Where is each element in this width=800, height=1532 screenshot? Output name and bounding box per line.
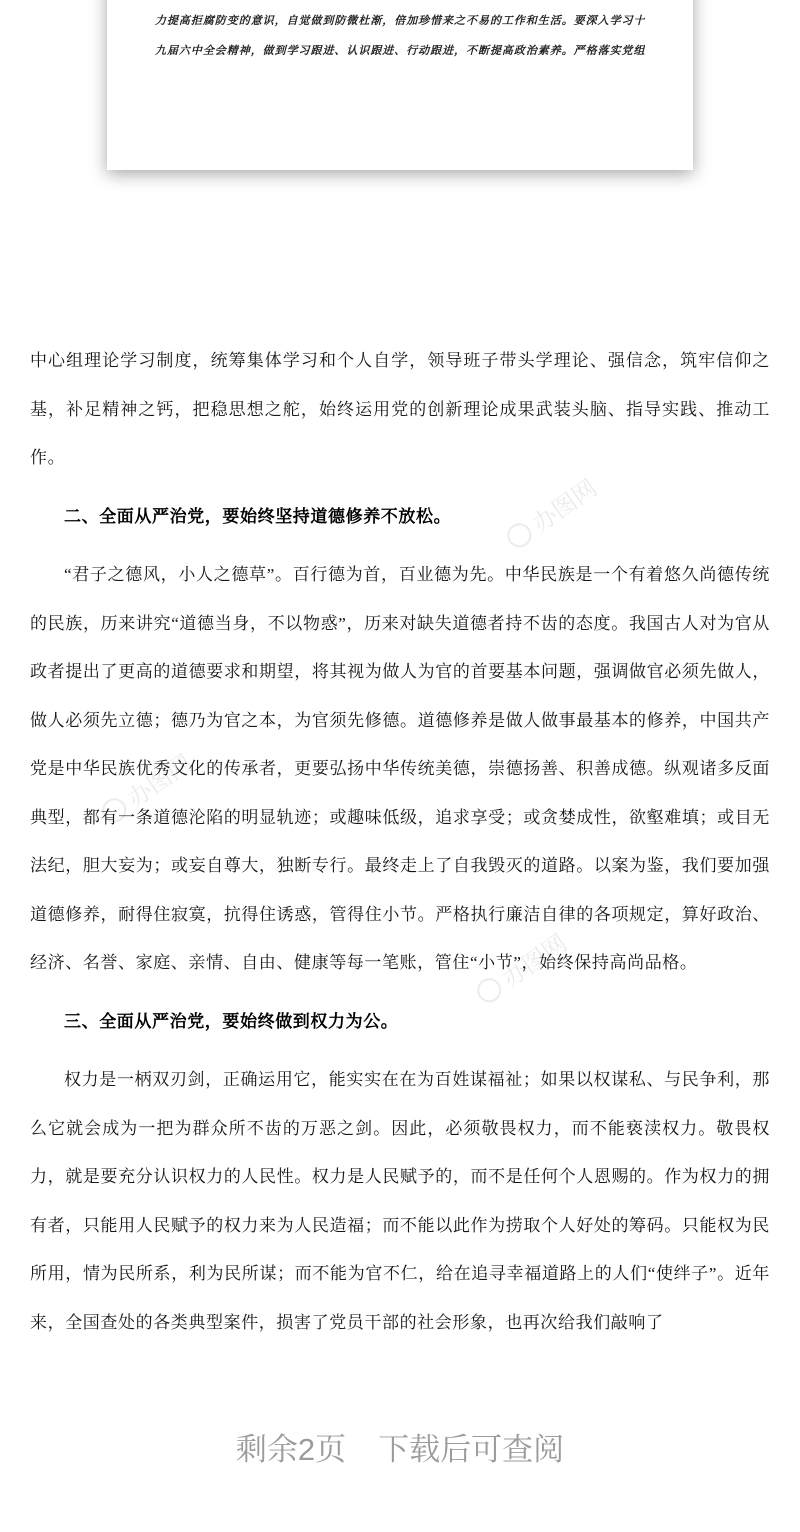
heading-section-2: 二、全面从严治党，要始终坚持道德修养不放松。 <box>64 506 452 526</box>
previous-page-line: 力提高拒腐防变的意识，自觉做到防微杜渐，倍加珍惜来之不易的工作和生活。要深入学习十 <box>155 15 645 27</box>
previous-page-line: 九届六中全会精神，做到学习跟进、认识跟进、行动跟进，不断提高政治素养。严格落实党组 <box>155 45 645 57</box>
paragraph-power: 权力是一柄双刃剑，正确运用它，能实实在在为百姓谋福祉；如果以权谋私、与民争利，那么它就会成为一把为群众所不齿的万恶之剑。因此，必须敬畏权力，而不能亵渎权力。敬畏权力，就是要充分认识权力的人民性。权力是人民赋予的，而不是任何个人恩赐的。作为权力的拥有者，只能用人民赋予的权力来为人民造福；而不能以此作为捞取个人好处的筹码。只能权为民所用，情为民所系，利为民所谋；而不能为官不仁，给在追寻幸福道路上的人们“使绊子”。近年来，全国查处的各类典型案件，损害了党员干部的社会形象，也再次给我们敲响了 <box>30 1070 770 1332</box>
previous-page-preview <box>107 0 693 170</box>
watermark-text: 办图网 <box>497 929 573 994</box>
watermark-text: 办图网 <box>122 749 198 814</box>
remaining-pages-notice <box>0 1424 800 1469</box>
paragraph-continuation: 中心组理论学习制度，统筹集体学习和个人自学，领导班子带头学理论、强信念，筑牢信仰之基，补足精神之钙，把稳思想之舵，始终运用党的创新理论成果武装头脑、指导实践、推动工作。 <box>30 351 770 467</box>
watermark-text: 办图网 <box>527 474 603 539</box>
download-hint-label: 下载后可查阅 <box>378 1432 565 1467</box>
document-body <box>30 337 770 1357</box>
heading-section-3: 三、全面从严治党，要始终做到权力为公。 <box>64 1011 399 1031</box>
remaining-pages-label: 剩余2页 <box>235 1432 347 1467</box>
paragraph-morality: “君子之德风，小人之德草”。百行德为首，百业德为先。中华民族是一个有着悠久尚德传统的民族，历来讲究“道德当身，不以物惑”，历来对缺失道德者持不齿的态度。我国古人对为官从政者提出了更高的道德要求和期望，将其视为做人为官的首要基本问题，强调做官必须先做人，做人必须先立德；德乃为官之本，为官须先修德。道德修养是做人做事最基本的修养，中国共产党是中华民族优秀文化的传承者，更要弘扬中华传统美德，崇德扬善、积善成德。纵观诸多反面典型，都有一条道德沦陷的明显轨迹；或趣味低级，追求享受；或贪婪成性，欲壑难填；或目无法纪，胆大妄为；或妄自尊大，独断专行。最终走上了自我毁灭的道路。以案为鉴，我们要加强道德修养，耐得住寂寞，抗得住诱惑，管得住小节。严格执行廉洁自律的各项规定，算好政治、经济、名誉、家庭、亲情、自由、健康等每一笔账，管住“小节”，始终保持高尚品格。 <box>30 565 770 972</box>
